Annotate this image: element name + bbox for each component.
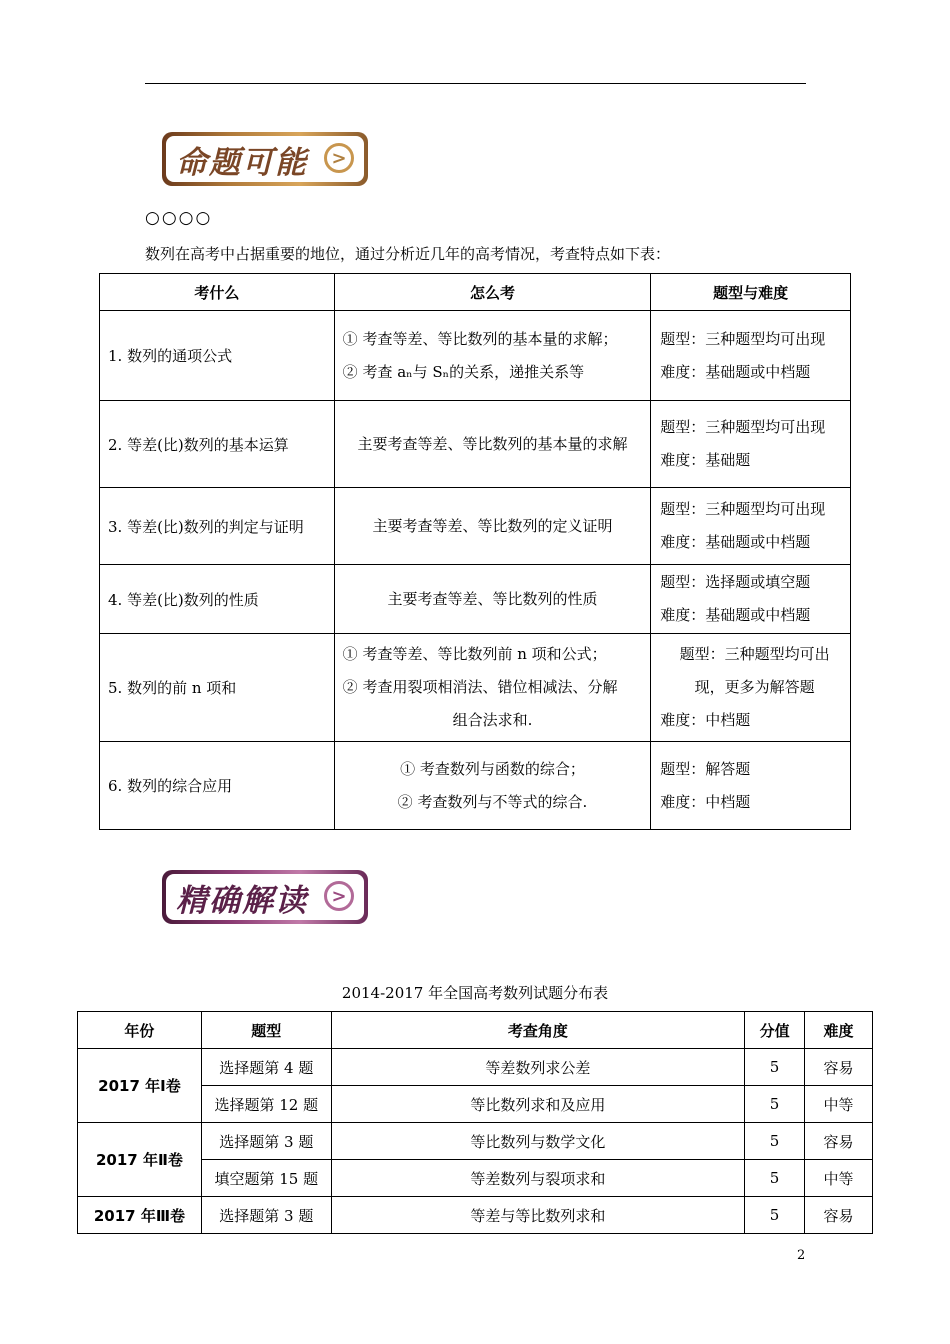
- type-cell: 题型：三种题型均可出 现，更多为解答题 难度：中档题: [651, 634, 851, 742]
- score-cell: 5: [745, 1160, 805, 1197]
- exam-distribution-table: [77, 1011, 873, 1234]
- circle-marks: ○○○○: [145, 208, 213, 228]
- angle-cell: 等差数列与裂项求和: [331, 1160, 744, 1197]
- chevron-right-icon: >: [324, 881, 354, 911]
- topic-cell: 4. 等差(比)数列的性质: [100, 565, 335, 634]
- difficulty-cell: 中等: [805, 1086, 873, 1123]
- type-cell: 题型：选择题或填空题 难度：基础题或中档题: [651, 565, 851, 634]
- year-cell: 2017 年Ⅰ卷: [78, 1049, 202, 1123]
- question-type-cell: 填空题第 15 题: [201, 1160, 331, 1197]
- year-cell: 2017 年Ⅱ卷: [78, 1123, 202, 1197]
- topic-cell: 2. 等差(比)数列的基本运算: [100, 401, 335, 488]
- intro-paragraph: 数列在高考中占据重要的地位，通过分析近几年的高考情况，考查特点如下表：: [145, 245, 671, 263]
- type-cell: 题型：三种题型均可出现 难度：基础题或中档题: [651, 488, 851, 565]
- how-cell: 主要考查等差、等比数列的基本量的求解: [334, 401, 651, 488]
- topic-cell: 3. 等差(比)数列的判定与证明: [100, 488, 335, 565]
- header-difficulty: 难度: [805, 1012, 873, 1049]
- table-row: [78, 1049, 873, 1086]
- exam-features-table: [99, 273, 851, 830]
- score-cell: 5: [745, 1123, 805, 1160]
- difficulty-cell: 容易: [805, 1123, 873, 1160]
- section-badge-precise-reading: [162, 870, 368, 924]
- difficulty-cell: 容易: [805, 1197, 873, 1234]
- topic-cell: 6. 数列的综合应用: [100, 742, 335, 830]
- difficulty-cell: 中等: [805, 1160, 873, 1197]
- badge-title: 精确解读: [176, 882, 308, 919]
- header-score: 分值: [745, 1012, 805, 1049]
- table-header-row: [100, 274, 851, 311]
- score-cell: 5: [745, 1197, 805, 1234]
- how-cell: 主要考查等差、等比数列的性质: [334, 565, 651, 634]
- angle-cell: 等比数列求和及应用: [331, 1086, 744, 1123]
- topic-cell: 5. 数列的前 n 项和: [100, 634, 335, 742]
- table-row: [100, 488, 851, 565]
- angle-cell: 等比数列与数学文化: [331, 1123, 744, 1160]
- how-cell: ① 考查等差、等比数列的基本量的求解； ② 考查 aₙ与 Sₙ的关系，递推关系等: [334, 311, 651, 401]
- table-row: [78, 1123, 873, 1160]
- table-row: [78, 1197, 873, 1234]
- topic-cell: 1. 数列的通项公式: [100, 311, 335, 401]
- header-what: 考什么: [100, 274, 335, 311]
- header-question-type: 题型: [201, 1012, 331, 1049]
- chevron-right-icon: >: [324, 143, 354, 173]
- difficulty-cell: 容易: [805, 1049, 873, 1086]
- angle-cell: 等差与等比数列求和: [331, 1197, 744, 1234]
- table-row: [100, 311, 851, 401]
- header-angle: 考查角度: [331, 1012, 744, 1049]
- header-how: 怎么考: [334, 274, 651, 311]
- question-type-cell: 选择题第 3 题: [201, 1197, 331, 1234]
- table-row: [100, 634, 851, 742]
- table-row: [100, 742, 851, 830]
- how-cell: ① 考查数列与函数的综合； ② 考查数列与不等式的综合.: [334, 742, 651, 830]
- section-badge-possible-questions: [162, 132, 368, 186]
- header-year: 年份: [78, 1012, 202, 1049]
- type-cell: 题型：三种题型均可出现 难度：基础题: [651, 401, 851, 488]
- page-number: 2: [797, 1248, 806, 1263]
- header-type-difficulty: 题型与难度: [651, 274, 851, 311]
- question-type-cell: 选择题第 3 题: [201, 1123, 331, 1160]
- question-type-cell: 选择题第 4 题: [201, 1049, 331, 1086]
- score-cell: 5: [745, 1086, 805, 1123]
- table-caption: 2014-2017 年全国高考数列试题分布表: [341, 984, 609, 1002]
- year-cell: 2017 年Ⅲ卷: [78, 1197, 202, 1234]
- how-cell: 主要考查等差、等比数列的定义证明: [334, 488, 651, 565]
- angle-cell: 等差数列求公差: [331, 1049, 744, 1086]
- type-cell: 题型：三种题型均可出现 难度：基础题或中档题: [651, 311, 851, 401]
- table-row: [100, 401, 851, 488]
- question-type-cell: 选择题第 12 题: [201, 1086, 331, 1123]
- score-cell: 5: [745, 1049, 805, 1086]
- type-cell: 题型：解答题 难度：中档题: [651, 742, 851, 830]
- header-rule: [145, 83, 806, 84]
- badge-title: 命题可能: [176, 144, 308, 181]
- table-header-row: [78, 1012, 873, 1049]
- table-row: [100, 565, 851, 634]
- how-cell: ① 考查等差、等比数列前 n 项和公式； ② 考查用裂项相消法、错位相减法、分解 组合法求和.: [334, 634, 651, 742]
